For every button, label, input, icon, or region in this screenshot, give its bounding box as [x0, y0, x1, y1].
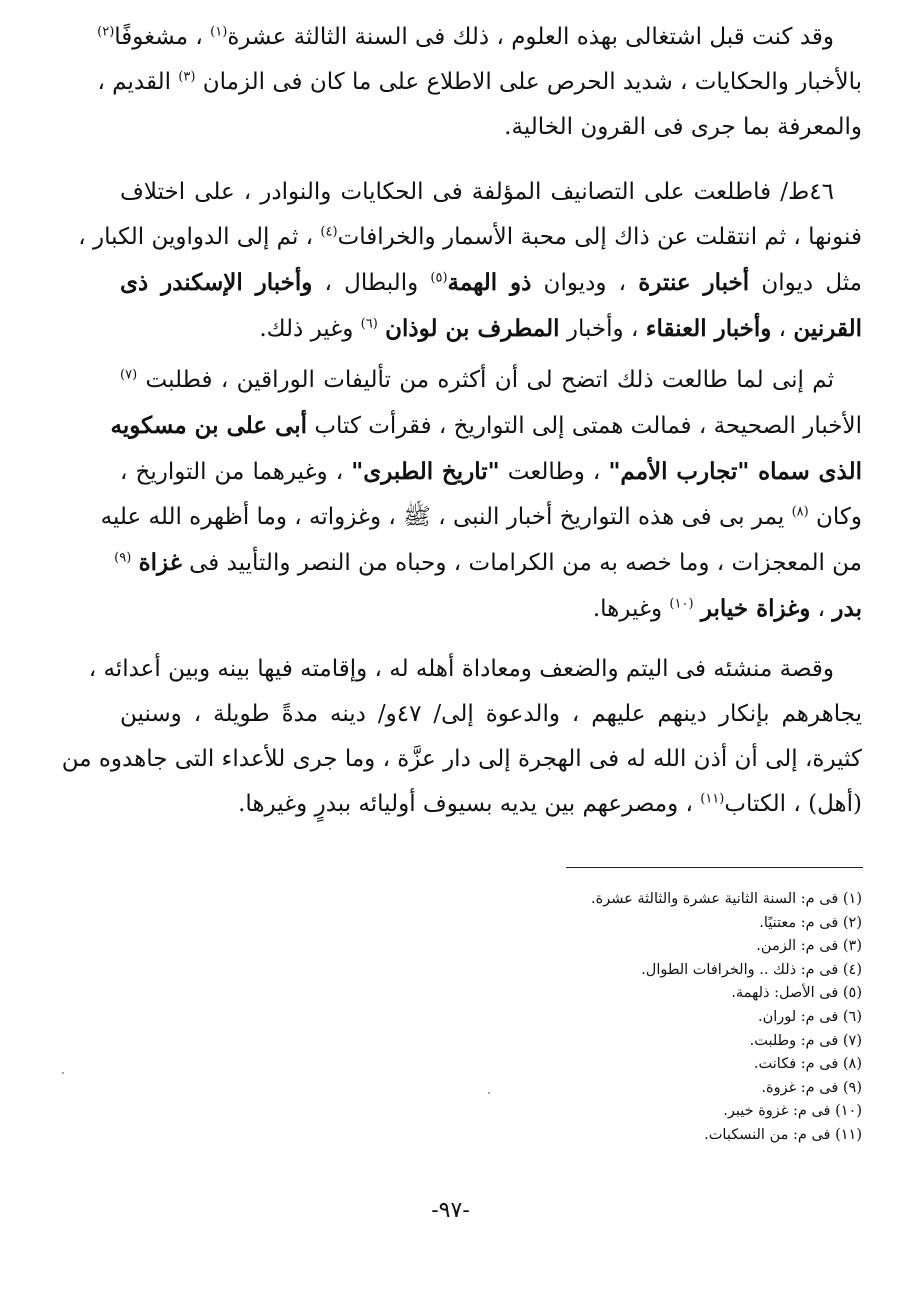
text-run: بالأخبار والحكايات ، شديد الحرص على الاطلاع على ما كان فى الزمان	[195, 69, 862, 95]
paragraph	[100, 358, 862, 632]
footnote-item: (٢) فى م: معتنيًا.	[759, 914, 862, 931]
text-run: ، ومصرعهم بين يديه بسيوف أوليائه ببدرٍ وغيرها.	[238, 791, 701, 817]
text-run: والمعرفة بما جرى فى القرون الخالية.	[504, 114, 862, 140]
footnote-item: (١) فى م: السنة الثانية عشرة والثالثة عشرة.	[590, 891, 862, 907]
bold-title: الذى سماه "تجارب الأمم"	[608, 458, 862, 485]
text-line	[120, 306, 862, 352]
text-run: ، وغيرهما من التواريخ ،	[120, 459, 352, 485]
text-run	[131, 550, 138, 576]
text-line	[78, 215, 862, 260]
text-line	[88, 647, 862, 692]
text-run: ، ثم إلى الدواوين الكبار ،	[78, 224, 321, 250]
text-line	[120, 358, 862, 403]
footnotes	[430, 888, 862, 1148]
bold-title: وأخبار الإسكندر ذى	[120, 269, 313, 296]
scan-speck	[488, 1092, 490, 1094]
footnote-marker: (٧)	[120, 367, 138, 383]
footnote-item: (٧) فى م: وطلبت.	[749, 1032, 862, 1049]
text-run: القديم ،	[97, 69, 179, 95]
paragraph	[78, 170, 863, 352]
footnote-separator	[566, 867, 863, 868]
text-run: ٤٦ط/ فاطلعت على التصانيف المؤلفة فى الحكايات والنوادر ، على اختلاف	[120, 179, 834, 205]
text-run: (أهل) ، الكتاب	[724, 791, 862, 817]
footnote-marker: (٩)	[114, 550, 132, 566]
bold-title: ذو الهمة	[447, 269, 532, 296]
text-run: وكان	[808, 504, 862, 530]
scan-speck	[62, 1072, 64, 1074]
text-run: يجاهرهم بإنكار دينهم عليهم ، والدعوة إلى/ ٤٧و/ دينه مدةً طويلة ، وسنين	[120, 701, 862, 727]
text-line	[100, 495, 862, 540]
text-run: وغير ذلك.	[259, 316, 361, 342]
bold-title: القرنين	[793, 315, 862, 342]
footnote-marker: (٤)	[320, 224, 338, 240]
bold-title: وأخبار العنقاء	[645, 315, 772, 342]
footnote-marker: (١)	[210, 24, 228, 40]
text-run: فنونها ، ثم انتقلت عن ذاك إلى محبة الأسمار والخرافات	[337, 224, 862, 250]
bold-title: وغزاة خيابر	[700, 595, 811, 622]
text-run: مثل ديوان	[749, 270, 863, 296]
text-line	[120, 170, 862, 215]
text-line	[114, 540, 862, 586]
text-line	[120, 449, 862, 495]
text-line	[97, 15, 862, 60]
page-number: -٩٧-	[431, 1198, 470, 1223]
text-run: والبطال ،	[312, 270, 431, 296]
text-run: وقد كنت قبل اشتغالى بهذه العلوم ، ذلك فى السنة الثالثة عشرة	[227, 24, 834, 50]
footnote-item: (١١) فى م: من النسكبات.	[704, 1126, 862, 1143]
text-run: ،	[810, 596, 833, 622]
text-run: ، مشغوفًا	[114, 24, 211, 50]
footnote-item: (٩) فى م: غزوة.	[761, 1079, 862, 1096]
bold-title: أبى على بن مسكويه	[110, 412, 308, 439]
footnote-item: (٨) فى م: فكانت.	[753, 1056, 862, 1073]
text-run: وقصة منشئه فى اليتم والضعف ومعاداة أهله له ، وإقامته فيها بينه وبين أعدائه ،	[88, 656, 834, 682]
text-run: ثم إنى لما طالعت ذلك اتضح لى أن أكثره من تأليفات الوراقين ، فطلبت	[137, 367, 834, 393]
footnote-marker: (٣)	[178, 69, 196, 85]
text-run: ، وطالعت	[499, 459, 609, 485]
footnote-marker: (٦)	[360, 316, 378, 332]
text-line	[120, 105, 862, 150]
bold-title: المطرف بن لوذان	[385, 315, 560, 342]
bold-title: "تاريخ الطبرى"	[351, 458, 500, 485]
text-run: ،	[771, 316, 794, 342]
text-run: وغيرها.	[592, 596, 670, 622]
bold-title: غزاة	[138, 549, 182, 576]
text-run: يمر بى فى هذه التواريخ أخبار النبى ، ﷺ ، وغزواته ، وما أظهره الله عليه	[100, 504, 792, 530]
text-line	[61, 737, 862, 782]
footnote-item: (٣) فى م: الزمن.	[756, 938, 862, 955]
text-line	[120, 782, 862, 827]
footnote-item: (١٠) فى م: غزوة خيبر.	[723, 1103, 862, 1120]
text-line	[110, 403, 862, 449]
text-run: من المعجزات ، وما خصه به من الكرامات ، وحباه من النصر والتأييد فى	[181, 550, 862, 576]
text-line	[120, 260, 862, 306]
footnote-marker: (٥)	[430, 270, 448, 286]
footnote-item: (٥) فى الأصل: ذلهمة.	[731, 985, 862, 1002]
footnote-marker: (١٠)	[669, 596, 694, 612]
text-run: ، وأخبار	[559, 316, 646, 342]
text-run	[694, 596, 701, 622]
text-line	[120, 692, 862, 737]
footnote-marker: (٨)	[791, 504, 809, 520]
footnote-item: (٦) فى م: لوران.	[757, 1008, 862, 1025]
bold-title: بدر	[832, 595, 862, 622]
text-line	[120, 586, 862, 632]
paragraph	[97, 15, 862, 150]
text-run: ، وديوان	[531, 270, 639, 296]
footnote-marker: (١١)	[700, 791, 725, 807]
text-run: الأخبار الصحيحة ، فمالت همتى إلى التواريخ ، فقرأت كتاب	[307, 413, 862, 439]
text-line	[97, 60, 862, 105]
footnote-marker: (٢)	[97, 24, 115, 40]
paragraph	[61, 647, 862, 827]
bold-title: أخبار عنترة	[638, 269, 750, 296]
text-run: كثيرة، إلى أن أذن الله له فى الهجرة إلى دار عزَّة ، وما جرى للأعداء التى جاهدوه من	[61, 746, 862, 772]
footnote-item: (٤) فى م: ذلك .. والخرافات الطوال.	[641, 961, 862, 978]
